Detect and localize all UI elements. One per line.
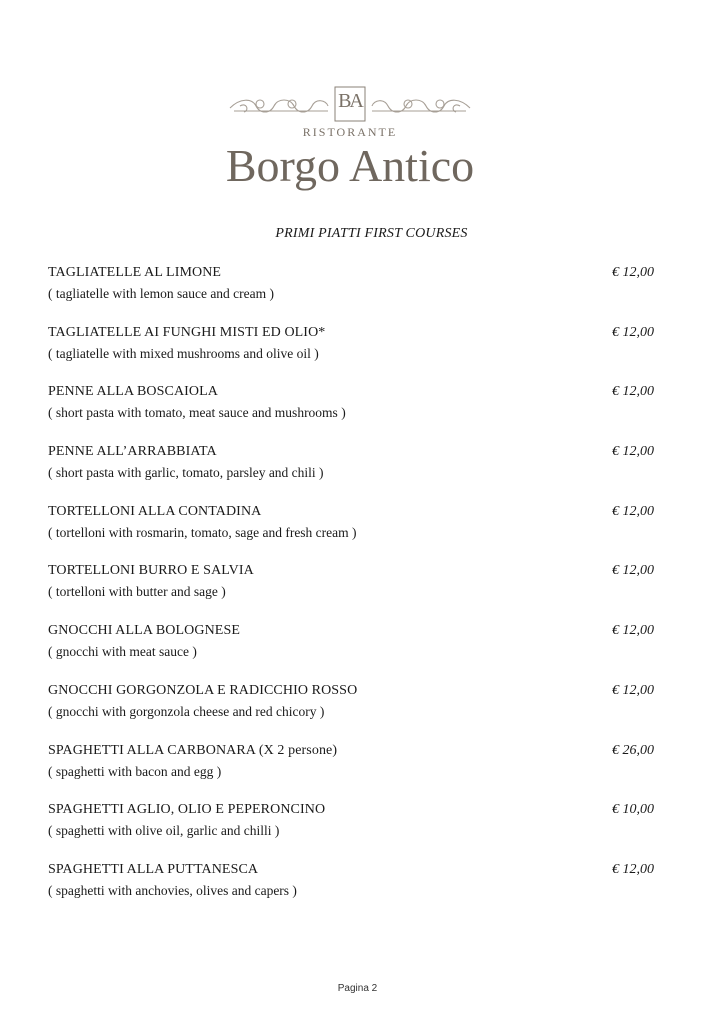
dish-price: € 12,00 [612, 384, 654, 400]
dish-description: ( gnocchi with gorgonzola cheese and red chicory ) [48, 703, 325, 719]
dish-description: ( spaghetti with olive oil, garlic and chilli ) [48, 823, 280, 839]
dish-name: GNOCCHI GORGONZOLA E RADICCHIO ROSSO [48, 682, 358, 698]
dish-description: ( spaghetti with bacon and egg ) [48, 763, 222, 779]
page-number: Pagina 2 [337, 983, 378, 994]
dish-price: € 12,00 [612, 861, 654, 877]
menu-item [48, 265, 658, 325]
menu-item [48, 384, 658, 444]
dish-price: € 12,00 [612, 324, 654, 340]
dish-name: GNOCCHI ALLA BOLOGNESE [48, 623, 240, 639]
menu-item [48, 623, 658, 683]
menu-item [48, 802, 658, 862]
dish-price: € 10,00 [612, 802, 654, 818]
dish-name: SPAGHETTI AGLIO, OLIO E PEPERONCINO [48, 802, 326, 818]
logo-monogram: BA [338, 90, 362, 112]
dish-name: TAGLIATELLE AI FUNGHI MISTI ED OLIO* [48, 324, 326, 340]
menu-item [48, 444, 658, 504]
dish-description: ( gnocchi with meat sauce ) [48, 644, 197, 660]
dish-price: € 12,00 [612, 503, 654, 519]
section-title: PRIMI PIATTI FIRST COURSES [275, 226, 468, 241]
dish-name: TORTELLONI ALLA CONTADINA [48, 503, 262, 519]
menu-item [48, 862, 658, 922]
dish-description: ( spaghetti with anchovies, olives and capers ) [48, 882, 297, 898]
dish-name: PENNE ALL’ARRABBIATA [48, 444, 217, 460]
dish-price: € 12,00 [612, 623, 654, 639]
restaurant-logo [200, 84, 500, 194]
dish-description: ( short pasta with garlic, tomato, parsley and chili ) [48, 465, 324, 481]
restaurant-name: Borgo Antico [225, 140, 475, 191]
dish-description: ( tortelloni with rosmarin, tomato, sage and fresh cream ) [48, 524, 357, 540]
dish-price: € 12,00 [612, 265, 654, 280]
menu-item [48, 683, 658, 743]
menu-item [48, 743, 658, 803]
dish-price: € 12,00 [612, 444, 654, 460]
dish-name: SPAGHETTI ALLA PUTTANESCA [48, 861, 259, 877]
logo-subtitle: RISTORANTE [302, 125, 398, 139]
dish-description: ( short pasta with tomato, meat sauce and mushrooms ) [48, 405, 346, 421]
dish-description: ( tagliatelle with mixed mushrooms and olive oil ) [48, 345, 319, 361]
dish-name: PENNE ALLA BOSCAIOLA [48, 384, 219, 400]
menu-item [48, 504, 658, 564]
dish-name: SPAGHETTI ALLA CARBONARA (X 2 persone) [48, 742, 338, 758]
menu-item [48, 563, 658, 623]
menu-list [48, 265, 658, 922]
dish-price: € 26,00 [612, 742, 654, 758]
dish-name: TORTELLONI BURRO E SALVIA [48, 563, 254, 579]
dish-price: € 12,00 [612, 682, 654, 698]
dish-price: € 12,00 [612, 563, 654, 579]
menu-item [48, 325, 658, 385]
dish-description: ( tagliatelle with lemon sauce and cream ) [48, 286, 275, 301]
dish-description: ( tortelloni with butter and sage ) [48, 584, 226, 600]
dish-name: TAGLIATELLE AL LIMONE [48, 265, 222, 280]
